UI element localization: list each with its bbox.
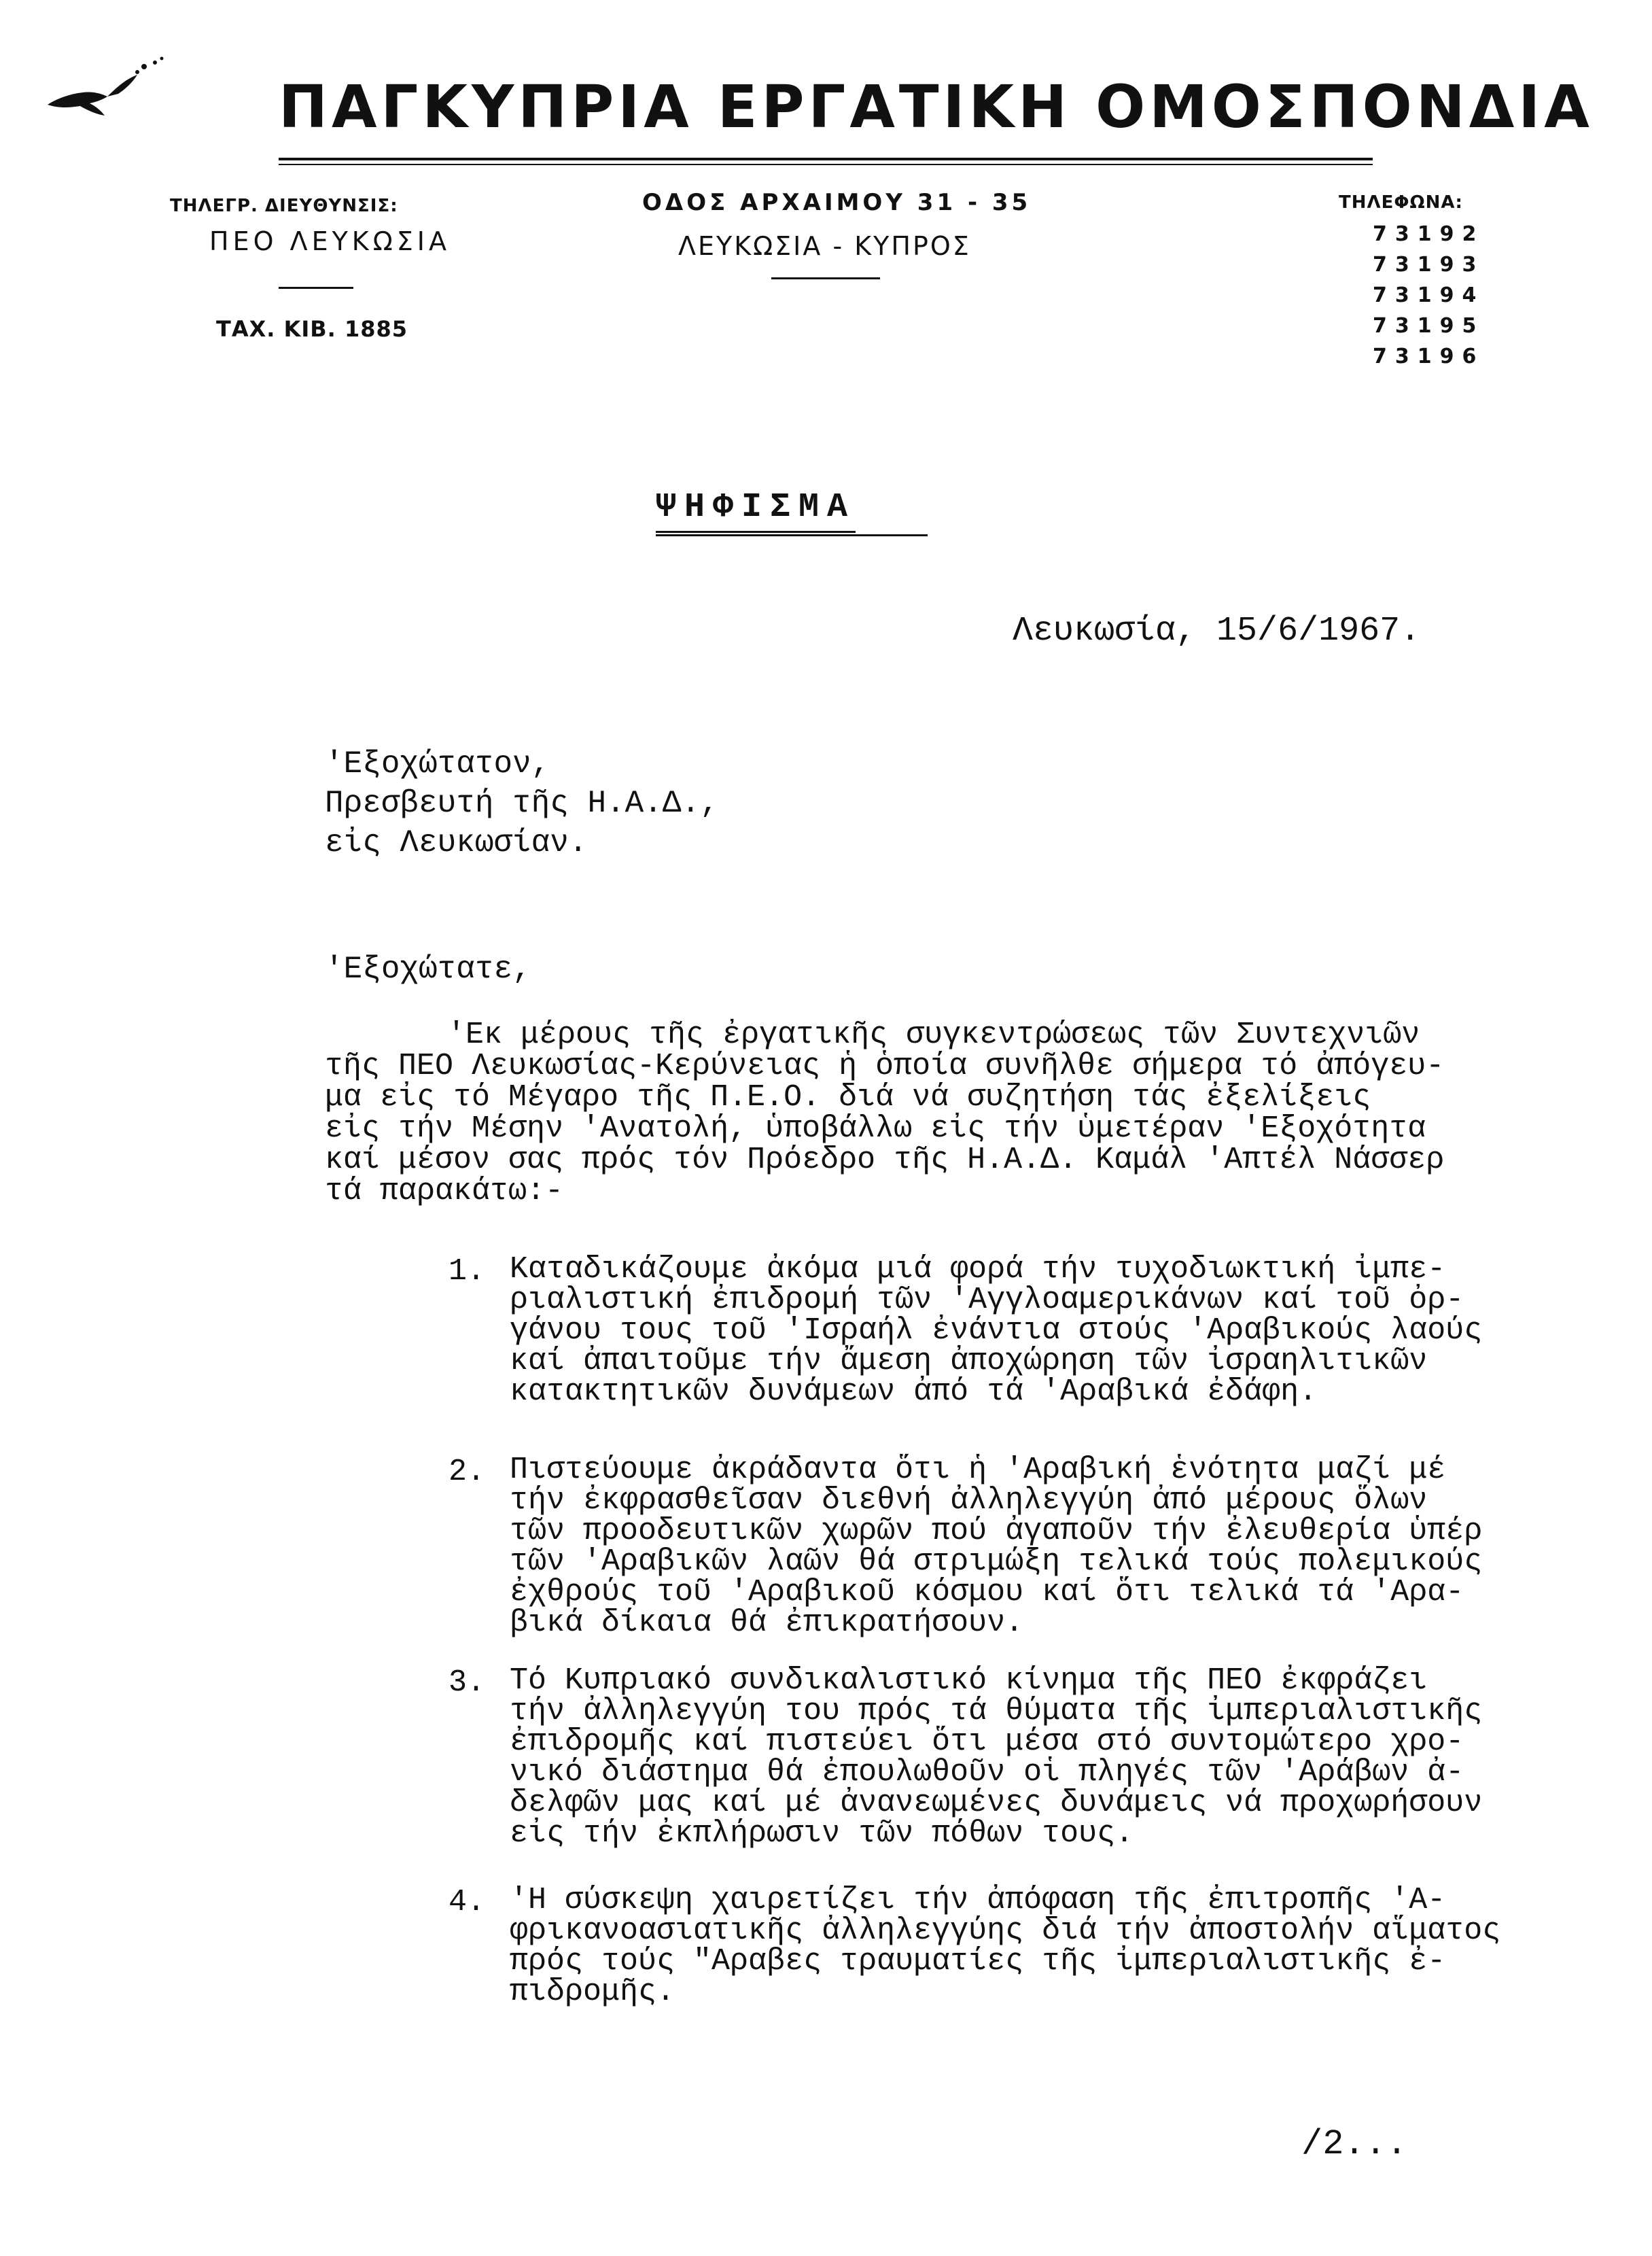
paragraph-line: μα εἰς τό Μέγαρο τῆς Π.Ε.Ο. διά νά συζητήση τάς ἐξελίξεις [325,1080,1371,1115]
divider [771,277,880,279]
phone-list [1373,219,1484,372]
resolution-line: κατακτητικῶν δυνάμεων ἀπό τά 'Αραβικά ἐδάφη. [510,1374,1318,1409]
recipient-block [325,744,719,863]
resolution-line: γάνου τους τοῦ 'Ισραήλ ἐνάντια στούς 'Αραβικούς λαούς [510,1313,1483,1348]
resolution-text [510,1455,1482,1638]
resolution-item [449,1883,1501,2009]
resolution-line: βικά δίκαια θά ἐπικρατήσουν. [510,1606,1024,1640]
resolution-line: τήν ἀλληλεγγύη του πρός τά θύματα τῆς ἰμπεριαλιστικῆς [510,1694,1483,1729]
resolution-line: φρικανοασιατικῆς ἀλληλεγγύης διά τήν ἀποστολήν αἵματος [510,1913,1501,1948]
resolution-line: δελφῶν μας καί μέ ἀνανεωμένες δυνάμεις νά προχωρήσουν [510,1786,1483,1820]
salutation: 'Εξοχώτατε, [325,952,531,987]
recipient-line: Πρεσβευτή τῆς Η.Α.Δ., [325,786,719,821]
po-box: ΤΑΧ. ΚΙΒ. 1885 [216,316,408,342]
document-heading: ΨΗΦΙΣΜΑ [656,488,856,533]
city-country: ΛΕΥΚΩΣΙΑ - ΚΥΠΡΟΣ [678,231,971,261]
letterhead-rule [279,158,1373,160]
resolution-line: Τό Κυπριακό συνδικαλιστικό κίνημα τῆς ΠΕΟ ἐκφράζει [510,1663,1428,1698]
paragraph-line: 'Εκ μέρους τῆς ἐργατικῆς συγκεντρώσεως τῶν Συντεχνιῶν [447,1018,1420,1052]
street-address: ΟΔΟΣ ΑΡΧΑΙΜΟΥ 31 - 35 [642,189,1032,216]
page-continuation: /2... [1301,2124,1408,2164]
recipient-line: εἰς Λευκωσίαν. [325,825,588,861]
resolution-line: ἐχθρούς τοῦ 'Αραβικοῦ κόσμου καί ὅτι τελικά τά 'Αρα- [510,1575,1464,1610]
paragraph-line: τά παρακάτω:- [325,1174,564,1209]
phone-number: 73193 [1373,253,1485,277]
resolution-line: καί ἀπαιτοῦμε τήν ἄμεση ἀποχώρηση τῶν ἰσραηλιτικῶν [510,1344,1428,1378]
organization-name: ΠΑΓΚΥΠΡΙΑ ΕΡΓΑΤΙΚΗ ΟΜΟΣΠΟΝΔΙΑ [279,73,1594,141]
phone-number: 73192 [1373,222,1485,246]
heading-underline [656,534,928,536]
resolution-line: Καταδικάζουμε ἀκόμα μιά φορά τήν τυχοδιωκτική ἰμπε- [510,1252,1446,1287]
paragraph-line: τῆς ΠΕΟ Λευκωσίας-Κερύνειας ἡ ὁποία συνῆλθε σήμερα τό ἀπόγευ- [325,1049,1445,1083]
resolution-line: πιδρομῆς. [510,1975,675,2009]
resolution-line: ἐπιδρομῆς καί πιστεύει ὅτι μέσα στό συντομώτερο χρο- [510,1724,1464,1759]
resolution-item [449,1453,1483,1640]
telegraph-address: ΠΕΟ ΛΕΥΚΩΣΙΑ [209,226,451,256]
resolution-number: 1. [449,1254,486,1289]
resolution-line: Πιστεύουμε ἀκράδαντα ὅτι ἡ 'Αραβική ἑνότητα μαζί μέ [510,1453,1446,1487]
phone-number: 73194 [1373,283,1485,307]
resolution-number: 3. [449,1665,486,1700]
phones-label: ΤΗΛΕΦΩΝΑ: [1339,192,1463,213]
dove-logo-icon [42,52,164,126]
resolution-item [449,1663,1483,1851]
recipient-line: 'Εξοχώτατον, [325,746,550,782]
dateline: Λευκωσία, 15/6/1967. [1013,612,1421,650]
resolution-line: τῶν προοδευτικῶν χωρῶν πού ἀγαποῦν τήν ἐλευθερία ὑπέρ [510,1514,1483,1548]
resolution-line: εἰς τήν ἐκπλήρωσιν τῶν πόθων τους. [510,1816,1134,1851]
paragraph-line: εἰς τήν Μέσην 'Ανατολή, ὑποβάλλω εἰς τήν ὑμετέραν 'Εξοχότητα [325,1111,1426,1146]
letterhead-rule-thin [279,164,1373,165]
resolution-item [449,1252,1483,1409]
resolution-line: ριαλιστική ἐπιδρομή τῶν 'Αγγλοαμερικάνων καί τοῦ ὀρ- [510,1283,1464,1317]
phone-number: 73196 [1373,345,1485,368]
resolution-text [510,1885,1500,2007]
resolution-line: νικό διάστημα θά ἐπουλωθοῦν οἱ πληγές τῶν 'Αράβων ἀ- [510,1755,1464,1790]
resolution-text [510,1254,1482,1407]
divider [279,287,353,289]
resolution-text [510,1665,1482,1849]
resolution-number: 2. [449,1455,486,1489]
intro-paragraph [325,1020,1616,1207]
resolution-line: τῶν 'Αραβικῶν λαῶν θά στριμώξη τελικά τούς πολεμικούς [510,1544,1483,1579]
resolution-number: 4. [449,1885,486,1920]
resolution-line: τήν ἐκφρασθεῖσαν διεθνή ἀλληλεγγύη ἀπό μέρους ὅλων [510,1483,1428,1518]
resolution-line: πρός τούς "Αραβες τραυματίες τῆς ἰμπεριαλιστικῆς ἐ- [510,1944,1446,1979]
resolution-line: 'Η σύσκεψη χαιρετίζει τήν ἀπόφαση τῆς ἐπιτροπῆς 'Α- [510,1883,1446,1917]
paragraph-line: καί μέσον σας πρός τόν Πρόεδρο τῆς Η.Α.Δ. Καμάλ 'Απτέλ Νάσσερ [325,1143,1445,1177]
phone-number: 73195 [1373,314,1485,338]
telegraph-label: ΤΗΛΕΓΡ. ΔΙΕΥΘΥΝΣΙΣ: [170,196,398,216]
